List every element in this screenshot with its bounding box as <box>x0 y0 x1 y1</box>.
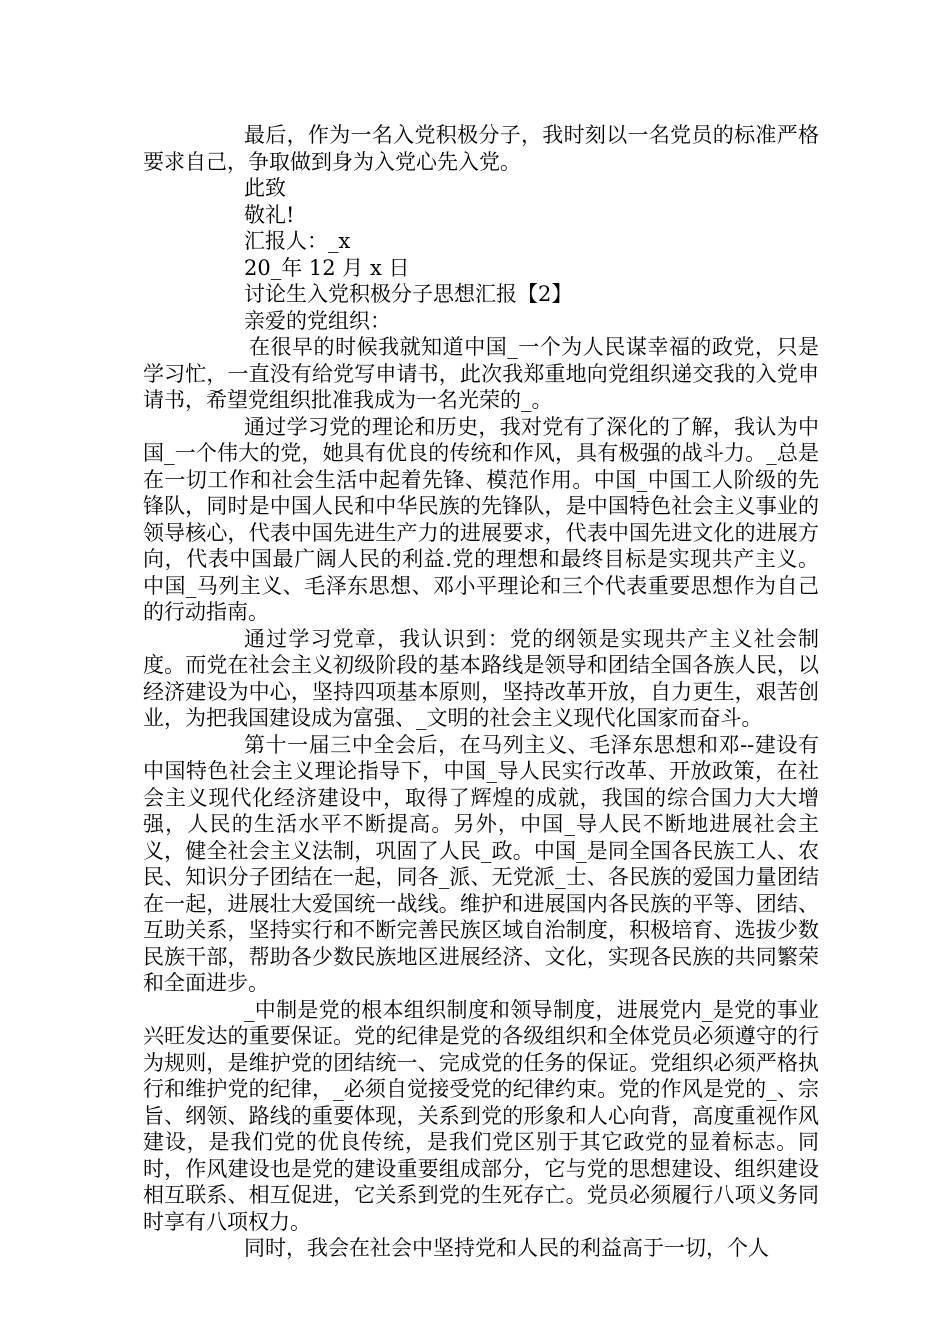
closing-line-2: 敬礼! <box>244 202 295 227</box>
closing-line-1: 此致 <box>244 176 286 200</box>
paragraph-constitution: 通过学习党章，我认识到：党的纲领是实现共产主义社会制度。而党在社会主义初级阶段的基本路线是领导和团结全国各族人民，以经济建设为中心，坚持四项基本原则，坚持改革开放，自力更生，艰苦创业，为把我国建设成为富强、_文明的社会主义现代化国家而奋斗。 <box>143 626 819 730</box>
date-line: 20_年 12 月 x 日 <box>244 255 410 280</box>
paragraph-application: 在很早的时候我就知道中国_一个为人民谋幸福的政党，只是学习忙，一直没有给党写申请书，此次我郑重地向党组织递交我的入党申请书，希望党组织批准我成为一名光荣的_。 <box>143 335 819 412</box>
paragraph-reform: 第十一届三中全会后，在马列主义、毛泽东思想和邓--建设有中国特色社会主义理论指导下，中国_导人民实行改革、开放政策，在社会主义现代化经济建设中，取得了辉煌的成就，我国的综合国力大大增强，人民的生活水平不断提高。另外，中国_导人民不断地进展社会主义，健全社会主义法制，巩固了人民_政。中国_是同全国各民族工人、农民、知识分子团结在一起，同各_派、无党派_士、各民族的爱国力量团结在一起，进展壮大爱国统一战线。维护和进展国内各民族的平等、团结、互助关系，坚持实行和不断完善民族区域自治制度，积极培育、选拔少数民族干部，帮助各少数民族地区进展经济、文化，实现各民族的共同繁荣和全面进步。 <box>143 732 819 995</box>
salutation-line: 亲爱的党组织： <box>244 308 391 333</box>
reporter-line: 汇报人：_x <box>244 229 351 253</box>
paragraph-theory: 通过学习党的理论和历史，我对党有了深化的了解，我认为中国_一个伟大的党，她具有优良的传统和作风，具有极强的战斗力。_总是在一切工作和社会生活中起着先锋、模范作用。中国_中国工人阶级的先锋队，同时是中国人民和中华民族的先锋队，是中国特色社会主义事业的领导核心，代表中国先进生产力的进展要求，代表中国先进文化的进展方向，代表中国最广阔人民的利益.党的理想和最终目标是实现共产主义。中国_马列主义、毛泽东思想、邓小平理论和三个代表重要思想作为自己的行动指南。 <box>143 414 819 624</box>
document-page <box>143 122 819 1262</box>
paragraph-discipline: _中制是党的根本组织制度和领导制度，进展党内_是党的事业兴旺发达的重要保证。党的纪律是党的各级组织和全体党员必须遵守的行为规则，是维护党的团结统一、完成党的任务的保证。党组织必须严格执行和维护党的纪律，_必须自觉接受党的纪律约束。党的作风是党的_、宗旨、纲领、路线的重要体现，关系到党的形象和人心向背，高度重视作风建设，是我们党的优良传统，是我们党区别于其它政党的显着标志。同时，作风建设也是党的建设重要组成部分，它与党的思想建设、组织建设相互联系、相互促进，它关系到党的生死存亡。党员必须履行八项义务同时享有八项权力。 <box>143 997 819 1234</box>
paragraph-commitment: 同时，我会在社会中坚持党和人民的利益高于一切，个人 <box>244 1236 769 1260</box>
section-heading: 讨论生入党积极分子思想汇报【2】 <box>244 282 573 306</box>
paragraph-conclusion: 最后，作为一名入党积极分子，我时刻以一名党员的标准严格要求自己，争取做到身为入党心先入党。 <box>143 123 819 174</box>
